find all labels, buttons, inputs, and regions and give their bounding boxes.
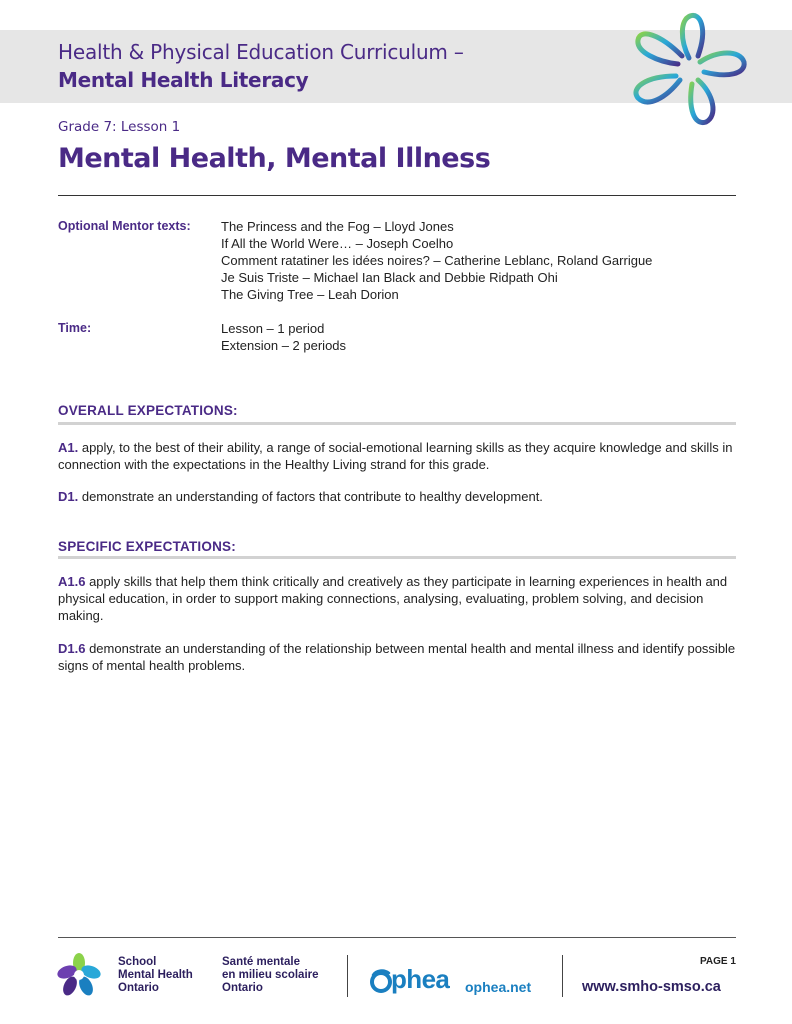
specific-expectations-heading: SPECIFIC EXPECTATIONS:	[58, 539, 236, 554]
expectation-text: apply skills that help them think critically and creatively as they participate in learning experiences in health and physical education, in order to support making connections, analysing, evaluating, problem solving, and decision making.	[58, 574, 728, 623]
time-label: Time:	[58, 321, 92, 335]
website-link[interactable]: www.smho-smso.ca	[582, 979, 721, 995]
ophea-logo-icon	[370, 968, 392, 994]
ophea-wordmark: phea	[391, 964, 450, 994]
mentor-text-item: If All the World Were… – Joseph Coelho	[221, 236, 454, 251]
curriculum-title: Health & Physical Education Curriculum –	[58, 40, 464, 64]
smho-en-line: Ontario	[118, 982, 159, 994]
ophea-link[interactable]: ophea.net	[465, 979, 532, 995]
expectation-text: apply, to the best of their ability, a range of social-emotional learning skills as they acquire knowledge and skills in connection with the expectations in the Healthy Living strand for this grade.	[58, 440, 733, 472]
expectation-d1-6	[58, 640, 738, 674]
title-divider	[58, 195, 736, 196]
page-title: Mental Health, Mental Illness	[58, 143, 491, 174]
expectation-text: demonstrate an understanding of the relationship between mental health and mental illness and identify possible signs of mental health problems.	[58, 641, 736, 673]
smho-fr-line: Santé mentale	[222, 956, 300, 968]
footer-divider	[58, 937, 736, 938]
curriculum-subtitle: Mental Health Literacy	[58, 68, 309, 92]
time-item: Lesson – 1 period	[221, 321, 325, 336]
expectation-text: demonstrate an understanding of factors that contribute to healthy development.	[78, 489, 543, 504]
grade-lesson-label: Grade 7: Lesson 1	[58, 119, 181, 135]
smho-flower-logo-icon	[628, 10, 750, 128]
smho-en-line: Mental Health	[118, 969, 193, 981]
smho-footer-logo-icon	[56, 952, 102, 998]
mentor-text-item: Comment ratatiner les idées noires? – Catherine Leblanc, Roland Garrigue	[221, 253, 653, 268]
mentor-texts-list	[221, 218, 652, 303]
expectation-d1	[58, 488, 738, 505]
specific-heading-rule	[58, 556, 736, 559]
smho-french-name	[222, 956, 319, 995]
mentor-text-item: The Princess and the Fog – Lloyd Jones	[221, 219, 454, 234]
smho-en-line: School	[118, 956, 157, 968]
expectation-a1-6	[58, 573, 738, 624]
expectation-code: A1.6	[58, 574, 86, 589]
footer-separator	[562, 955, 563, 997]
page-number: PAGE 1	[700, 956, 736, 967]
smho-fr-line: Ontario	[222, 982, 263, 994]
time-item: Extension – 2 periods	[221, 338, 347, 353]
overall-expectations-heading: OVERALL EXPECTATIONS:	[58, 403, 238, 418]
mentor-text-item: The Giving Tree – Leah Dorion	[221, 287, 399, 302]
mentor-text-item: Je Suis Triste – Michael Ian Black and Debbie Ridpath Ohi	[221, 270, 558, 285]
smho-english-name	[118, 956, 193, 995]
expectation-a1	[58, 439, 738, 473]
expectation-code: D1.6	[58, 641, 86, 656]
footer-separator	[347, 955, 348, 997]
expectation-code: A1.	[58, 440, 79, 455]
expectation-code: D1.	[58, 489, 79, 504]
time-list	[221, 320, 346, 354]
mentor-texts-label: Optional Mentor texts:	[58, 219, 191, 233]
overall-heading-rule	[58, 422, 736, 425]
smho-fr-line: en milieu scolaire	[222, 969, 319, 981]
